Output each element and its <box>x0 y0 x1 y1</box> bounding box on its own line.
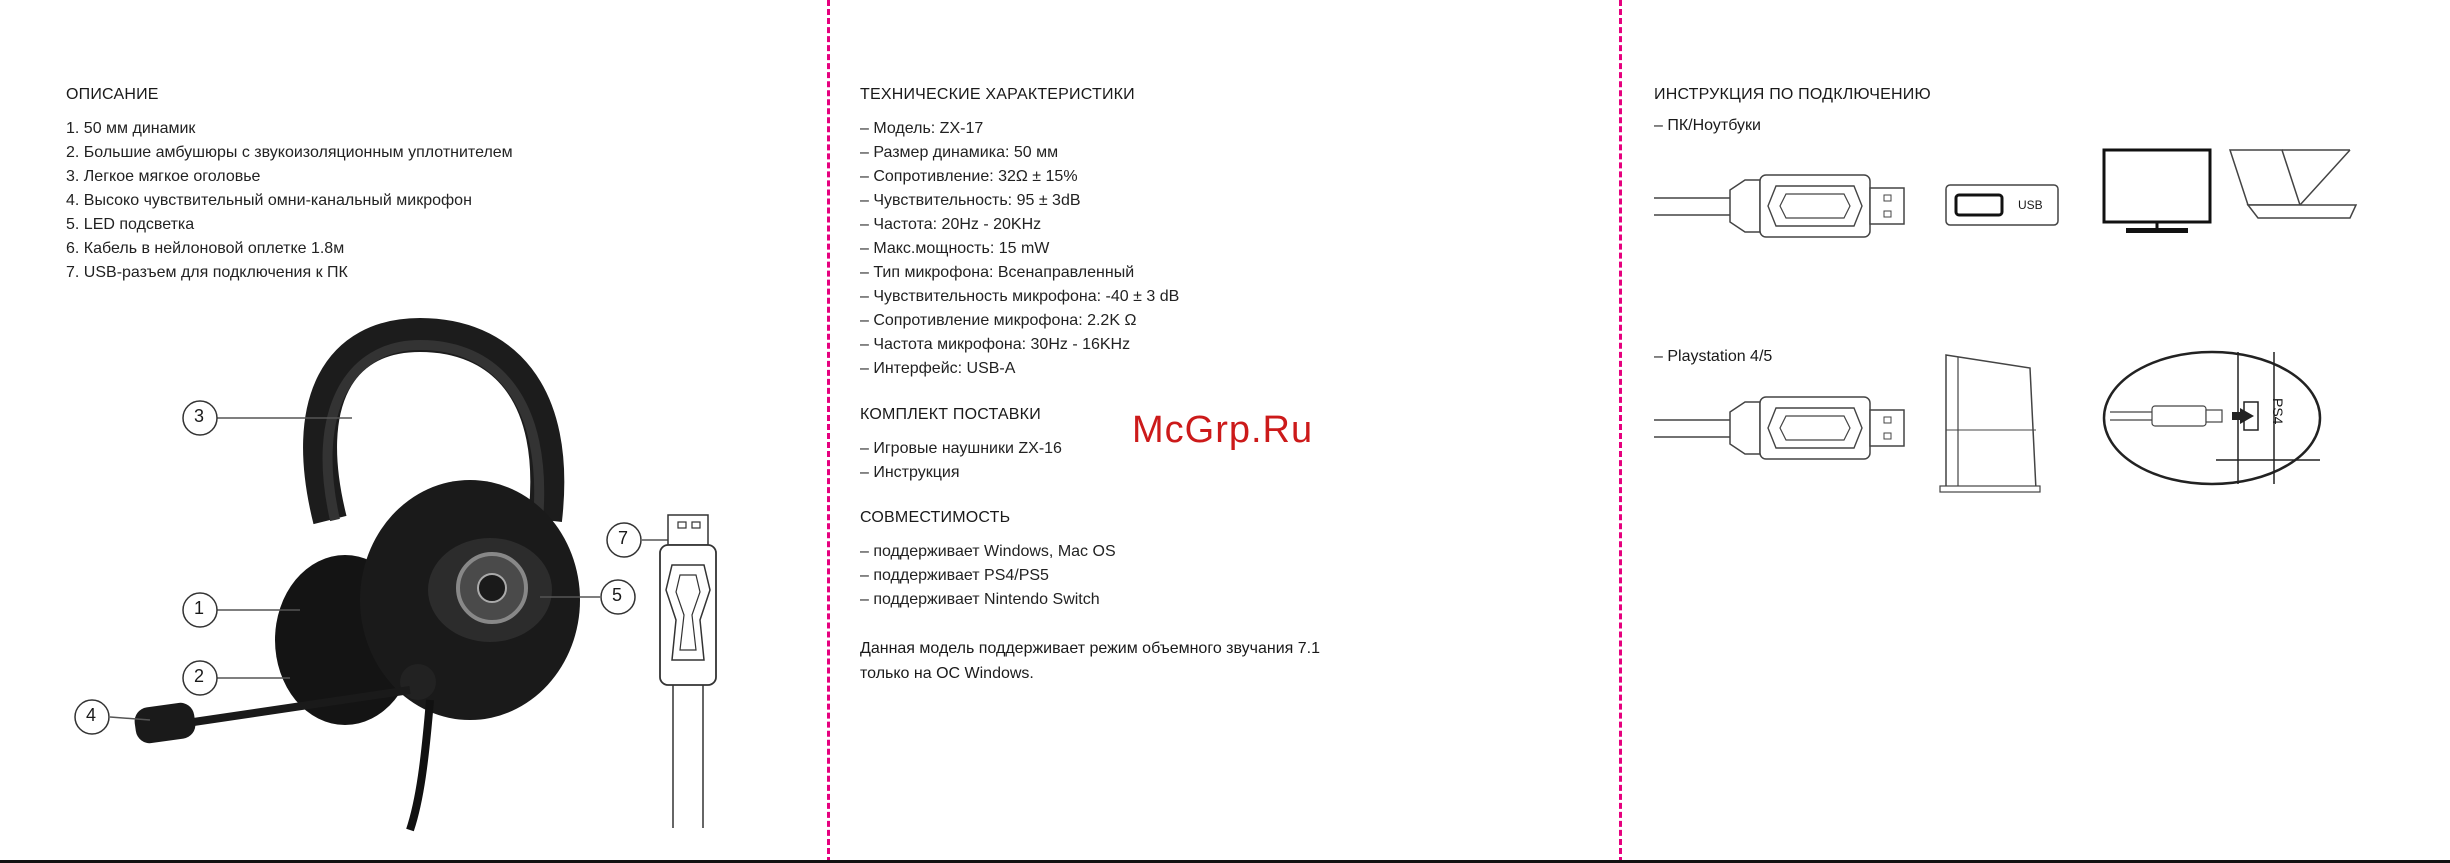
note-line: только на ОС Windows. <box>860 665 1034 682</box>
compat-item: – поддерживает Windows, Mac OS <box>860 543 1116 560</box>
usb-port-label: USB <box>2018 198 2043 212</box>
ps-label: – Playstation 4/5 <box>1654 348 1773 365</box>
pc-label: – ПК/Ноутбуки <box>1654 117 1761 134</box>
description-item: 5. LED подсветка <box>66 216 195 233</box>
watermark: McGrp.Ru <box>1132 409 1314 451</box>
spec-item: – Чувствительность микрофона: -40 ± 3 dB <box>860 288 1180 305</box>
spec-item: – Интерфейс: USB-A <box>860 360 1016 377</box>
callout-1: 1 <box>194 598 205 618</box>
compat-item: – поддерживает Nintendo Switch <box>860 591 1100 608</box>
spec-item: – Макс.мощность: 15 mW <box>860 240 1050 257</box>
specs-title: ТЕХНИЧЕСКИЕ ХАРАКТЕРИСТИКИ <box>860 86 1135 103</box>
callout-2: 2 <box>194 666 205 686</box>
description-item: 3. Легкое мягкое оголовье <box>66 168 261 185</box>
compat-item: – поддерживает PS4/PS5 <box>860 567 1049 584</box>
ps4-label: PS4 <box>2270 398 2286 425</box>
callout-3: 3 <box>194 406 205 426</box>
spec-item: – Чувствительность: 95 ± 3dB <box>860 192 1081 209</box>
description-item: 2. Большие амбушюры с звукоизоляционным уплотнителем <box>66 144 513 161</box>
package-item: – Инструкция <box>860 464 960 481</box>
package-item: – Игровые наушники ZX-16 <box>860 440 1062 457</box>
note-line: Данная модель поддерживает режим объемного звучания 7.1 <box>860 640 1320 657</box>
callout-7: 7 <box>618 528 629 548</box>
callout-5: 5 <box>612 585 623 605</box>
spec-item: – Сопротивление: 32Ω ± 15% <box>860 168 1078 185</box>
package-title: КОМПЛЕКТ ПОСТАВКИ <box>860 406 1041 423</box>
spec-item: – Частота: 20Hz - 20KHz <box>860 216 1042 233</box>
description-item: 4. Высоко чувствительный омни-канальный микрофон <box>66 192 472 209</box>
spec-item: – Сопротивление микрофона: 2.2K Ω <box>860 312 1137 329</box>
spec-item: – Модель: ZX-17 <box>860 120 984 137</box>
spec-item: – Тип микрофона: Всенаправленный <box>860 264 1135 281</box>
spec-item: – Размер динамика: 50 мм <box>860 144 1059 161</box>
description-item: 7. USB-разъем для подключения к ПК <box>66 264 348 281</box>
description-item: 1. 50 мм динамик <box>66 120 196 137</box>
description-title: ОПИСАНИЕ <box>66 86 159 103</box>
spec-item: – Частота микрофона: 30Hz - 16KHz <box>860 336 1131 353</box>
compat-title: СОВМЕСТИМОСТЬ <box>860 509 1011 526</box>
connection-title: ИНСТРУКЦИЯ ПО ПОДКЛЮЧЕНИЮ <box>1654 86 1931 103</box>
description-item: 6. Кабель в нейлоновой оплетке 1.8м <box>66 240 345 257</box>
callout-4: 4 <box>86 705 97 725</box>
